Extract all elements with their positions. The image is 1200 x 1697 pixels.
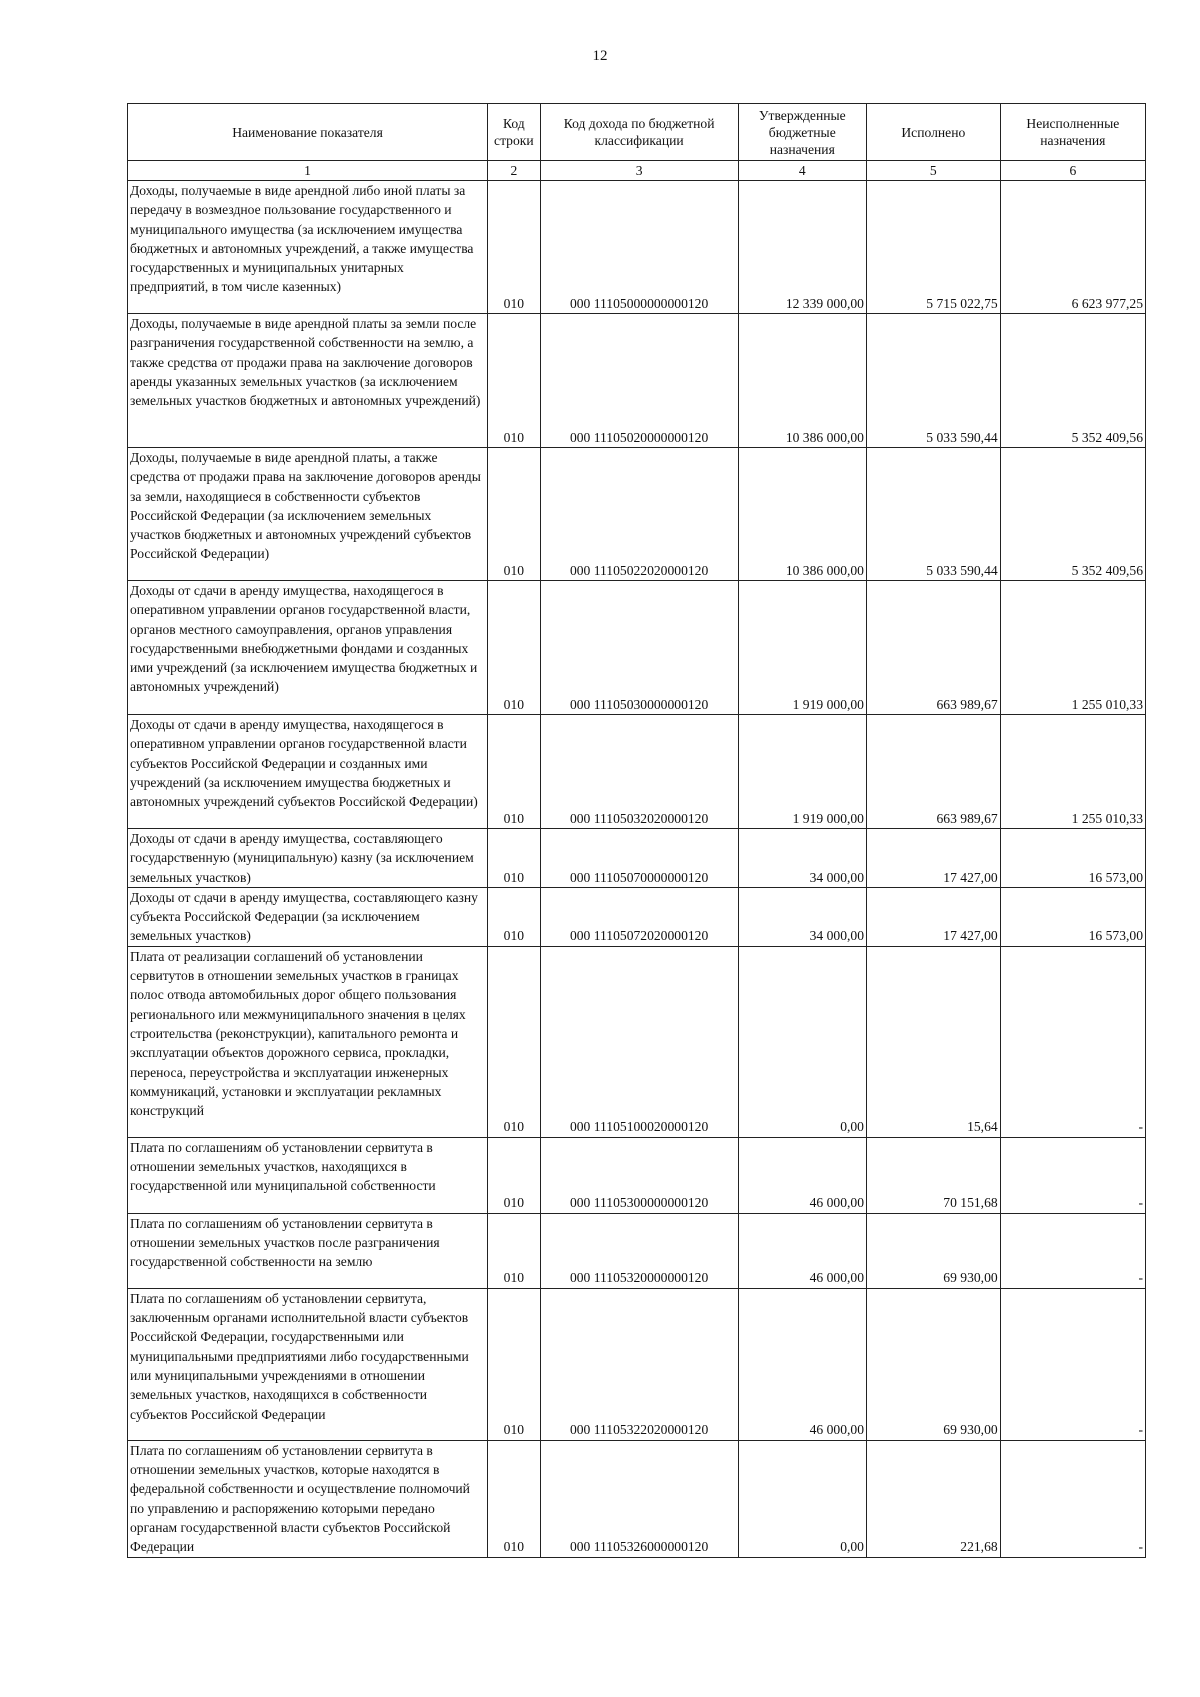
approved-amount: 10 386 000,00 <box>738 314 866 448</box>
approved-amount: 12 339 000,00 <box>738 181 866 314</box>
line-code: 010 <box>488 829 541 888</box>
executed-amount: 17 427,00 <box>866 829 1000 888</box>
line-code: 010 <box>488 181 541 314</box>
unexecuted-amount: 16 573,00 <box>1000 829 1145 888</box>
table-row <box>128 715 1146 829</box>
approved-amount: 46 000,00 <box>738 1213 866 1288</box>
table-row <box>128 1137 1146 1213</box>
indicator-name: Доходы от сдачи в аренду имущества, составляющего государственную (муниципальную) казну (за исключением земельных участков) <box>128 829 488 888</box>
indicator-name: Плата от реализации соглашений об установлении сервитутов в отношении земельных участков в границах полос отвода автомобильных дорог общего пользования регионального или межмуниципального значения в целях строительства (реконструкции), капитального ремонта и эксплуатации объектов дорожного сервиса, прокладки, переноса, переустройства и эксплуатации инженерных коммуникаций, установки и эксплуатации рекламных конструкций <box>128 946 488 1137</box>
line-code: 010 <box>488 314 541 448</box>
executed-amount: 663 989,67 <box>866 581 1000 715</box>
income-code: 000 11105300000000120 <box>540 1137 738 1213</box>
indicator-name: Плата по соглашениям об установлении сервитута в отношении земельных участков после разграничения государственной собственности на землю <box>128 1213 488 1288</box>
executed-amount: 15,64 <box>866 946 1000 1137</box>
income-code: 000 11105020000000120 <box>540 314 738 448</box>
executed-amount: 70 151,68 <box>866 1137 1000 1213</box>
executed-amount: 5 715 022,75 <box>866 181 1000 314</box>
indicator-name: Доходы от сдачи в аренду имущества, находящегося в оперативном управлении органов государственной власти, органов местного самоуправления, органов управления государственными внебюджетными фондами и созданных ими учреждений (за исключением имущества бюджетных и автономных учреждений) <box>128 581 488 715</box>
line-code: 010 <box>488 581 541 715</box>
table-row <box>128 1213 1146 1288</box>
approved-amount: 46 000,00 <box>738 1137 866 1213</box>
line-code: 010 <box>488 1288 541 1440</box>
table-row <box>128 1440 1146 1557</box>
line-code: 010 <box>488 1440 541 1557</box>
unexecuted-amount: 1 255 010,33 <box>1000 715 1145 829</box>
unexecuted-amount: 6 623 977,25 <box>1000 181 1145 314</box>
column-header-approved: Утвержденные бюджетные назначения <box>738 104 866 161</box>
income-code: 000 11105320000000120 <box>540 1213 738 1288</box>
table-row <box>128 946 1146 1137</box>
unexecuted-amount: - <box>1000 1137 1145 1213</box>
column-header-executed: Исполнено <box>866 104 1000 161</box>
executed-amount: 69 930,00 <box>866 1288 1000 1440</box>
approved-amount: 1 919 000,00 <box>738 581 866 715</box>
line-code: 010 <box>488 715 541 829</box>
approved-amount: 34 000,00 <box>738 829 866 888</box>
income-code: 000 11105000000000120 <box>540 181 738 314</box>
page-number: 12 <box>592 48 608 64</box>
executed-amount: 5 033 590,44 <box>866 314 1000 448</box>
unexecuted-amount: - <box>1000 946 1145 1137</box>
column-number: 5 <box>866 161 1000 181</box>
indicator-name: Доходы, получаемые в виде арендной либо иной платы за передачу в возмездное пользование государственного и муниципального имущества (за исключением имущества бюджетных и автономных учреждений, а также имущества государственных и муниципальных унитарных предприятий, в том числе казенных) <box>128 181 488 314</box>
executed-amount: 17 427,00 <box>866 887 1000 946</box>
executed-amount: 663 989,67 <box>866 715 1000 829</box>
income-code: 000 11105022020000120 <box>540 448 738 581</box>
unexecuted-amount: - <box>1000 1213 1145 1288</box>
header-row <box>128 104 1146 161</box>
executed-amount: 5 033 590,44 <box>866 448 1000 581</box>
unexecuted-amount: - <box>1000 1440 1145 1557</box>
column-header-line-code: Код строки <box>488 104 541 161</box>
line-code: 010 <box>488 1213 541 1288</box>
table-row <box>128 448 1146 581</box>
income-code: 000 11105070000000120 <box>540 829 738 888</box>
column-number: 2 <box>488 161 541 181</box>
table-row <box>128 887 1146 946</box>
approved-amount: 0,00 <box>738 1440 866 1557</box>
executed-amount: 221,68 <box>866 1440 1000 1557</box>
table-row <box>128 581 1146 715</box>
table-row <box>128 829 1146 888</box>
approved-amount: 0,00 <box>738 946 866 1137</box>
table-row <box>128 314 1146 448</box>
indicator-name: Доходы от сдачи в аренду имущества, составляющего казну субъекта Российской Федерации (за исключением земельных участков) <box>128 887 488 946</box>
indicator-name: Плата по соглашениям об установлении сервитута в отношении земельных участков, которые находятся в федеральной собственности и осуществление полномочий по управлению и распоряжению которыми передано органам государственной власти субъектов Российской Федерации <box>128 1440 488 1557</box>
column-header-name: Наименование показателя <box>128 104 488 161</box>
approved-amount: 10 386 000,00 <box>738 448 866 581</box>
unexecuted-amount: - <box>1000 1288 1145 1440</box>
income-code: 000 11105322020000120 <box>540 1288 738 1440</box>
unexecuted-amount: 5 352 409,56 <box>1000 448 1145 581</box>
line-code: 010 <box>488 887 541 946</box>
column-number: 3 <box>540 161 738 181</box>
income-code: 000 11105100020000120 <box>540 946 738 1137</box>
executed-amount: 69 930,00 <box>866 1213 1000 1288</box>
column-number-row <box>128 161 1146 181</box>
unexecuted-amount: 5 352 409,56 <box>1000 314 1145 448</box>
line-code: 010 <box>488 448 541 581</box>
budget-execution-table <box>127 103 1146 1558</box>
indicator-name: Доходы от сдачи в аренду имущества, находящегося в оперативном управлении органов государственной власти субъектов Российской Федерации и созданных ими учреждений (за исключением имущества бюджетных и автономных учреждений субъектов Российской Федерации) <box>128 715 488 829</box>
indicator-name: Плата по соглашениям об установлении сервитута в отношении земельных участков, находящихся в государственной или муниципальной собственности <box>128 1137 488 1213</box>
line-code: 010 <box>488 946 541 1137</box>
indicator-name: Доходы, получаемые в виде арендной платы, а также средства от продажи права на заключение договоров аренды за земли, находящиеся в собственности субъектов Российской Федерации (за исключением земельных участков бюджетных и автономных учреждений субъектов Российской Федерации) <box>128 448 488 581</box>
table-row <box>128 181 1146 314</box>
column-number: 4 <box>738 161 866 181</box>
income-code: 000 11105032020000120 <box>540 715 738 829</box>
income-code: 000 11105072020000120 <box>540 887 738 946</box>
unexecuted-amount: 1 255 010,33 <box>1000 581 1145 715</box>
income-code: 000 11105030000000120 <box>540 581 738 715</box>
column-number: 1 <box>128 161 488 181</box>
indicator-name: Плата по соглашениям об установлении сервитута, заключенным органами исполнительной власти субъектов Российской Федерации, государственными или муниципальными предприятиями либо государственными или муниципальными учреждениями в отношении земельных участков, находящихся в собственности субъектов Российской Федерации <box>128 1288 488 1440</box>
column-header-income-code: Код дохода по бюджетной классификации <box>540 104 738 161</box>
column-header-unexecuted: Неисполненные назначения <box>1000 104 1145 161</box>
approved-amount: 46 000,00 <box>738 1288 866 1440</box>
indicator-name: Доходы, получаемые в виде арендной платы за земли после разграничения государственной собственности на землю, а также средства от продажи права на заключение договоров аренды указанных земельных участков (за исключением земельных участков бюджетных и автономных учреждений) <box>128 314 488 448</box>
approved-amount: 34 000,00 <box>738 887 866 946</box>
column-number: 6 <box>1000 161 1145 181</box>
line-code: 010 <box>488 1137 541 1213</box>
income-code: 000 11105326000000120 <box>540 1440 738 1557</box>
unexecuted-amount: 16 573,00 <box>1000 887 1145 946</box>
table-row <box>128 1288 1146 1440</box>
approved-amount: 1 919 000,00 <box>738 715 866 829</box>
